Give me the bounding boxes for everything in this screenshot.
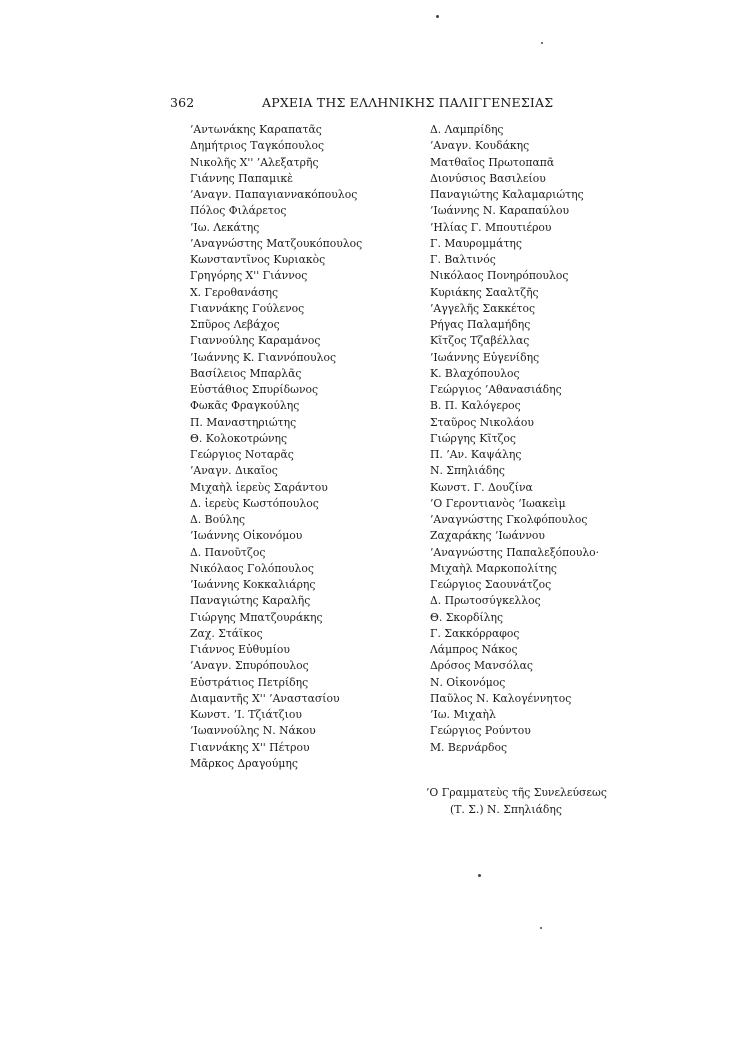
signatory-name: Π. ’Αν. Καψάλης [430,448,522,461]
signatory-name: Ν. Οἰκονόμος [430,675,506,689]
signatory-name: ’Αναγνώστης Παπαλεξόπουλο· [430,545,600,559]
scan-speck [478,874,481,877]
signatory-name: Δ. Βούλης [190,513,246,526]
signatory-name: Μ. Βερνάρδος [430,740,508,754]
signatory-name: Ματθαῖος Πρωτοπαπᾶ [430,155,555,169]
signatory-name: Θ. Κολοκοτρώνης [190,431,288,445]
signatory-name: Γιαννούλης Καραμάνος [190,334,321,348]
signatory-name: ’Αναγνώστης Γκολφόπουλος [430,513,588,526]
scan-speck [540,927,542,929]
signatory-name: ’Ιωάννης Ν. Καραπαύλου [430,204,570,218]
signatory-name: Γρηγόρης Χ'' Γιάννος [190,269,308,283]
signatory-name: Γιώργης Μπατζουράκης [190,610,323,624]
running-title: ΑΡΧΕΙΑ ΤΗΣ ΕΛΛΗΝΙΚΗΣ ΠΑΛΙΓΓΕΝΕΣΙΑΣ [262,95,554,110]
signatory-name: Δ. Πρωτοσύγκελλος [430,594,541,608]
signatory-name: ’Ιωάννης Κ. Γιαννόπουλος [190,350,336,364]
page-number: 362 [170,95,195,110]
signatory-name: ’Ιωάννης Εὐγενίδης [430,350,540,364]
signatory-name: ’Αναγν. Σπυρόπουλος [190,659,309,673]
secretary-signature [426,784,607,818]
signatory-name: ’Ιωάννης Κοκκαλιάρης [190,578,316,591]
signatory-name: Ρήγας Παλαμήδης [430,318,531,331]
signatory-name: Δημήτριος Ταγκόπουλος [190,139,325,153]
signatory-name: Κυριάκης Σααλτζῆς [430,285,539,299]
signatory-name: Γιώργης Κῖτζος [430,431,516,445]
signatory-name: Κωνστ. Γ. Δουζίνα [430,480,533,494]
signatory-name: ’Ιω. Μιχαὴλ [430,708,496,721]
signatory-name: Γιαννάκης Χ'' Πέτρου [190,740,310,754]
signatory-name: Γ. Βαλτινός [430,253,496,266]
signatory-name: Διονύσιος Βασιλείου [430,171,546,185]
signatory-name: Σπῦρος Λεβάχος [190,318,280,331]
signatory-name: Ζαχ. Στάϊκος [190,626,263,640]
signatory-name: Νικόλαος Γολόπουλος [190,561,314,575]
signatory-name: Παναγιώτης Καραλῆς [190,594,311,608]
signatory-name: Κωνσταντῖνος Κυριακὸς [190,253,326,266]
signatory-name: Γ. Μαυρομμάτης [430,236,522,250]
signatory-name: Παῦλος Ν. Καλογέννητος [430,691,572,705]
signatory-name: Ν. Σπηλιάδης [430,464,505,478]
signatory-name: Γιαννάκης Γούλενος [190,301,305,315]
signature-title: ’Ο Γραμματεὺς τῆς Συνελεύσεως [426,786,607,799]
signature-name: (Τ. Σ.) Ν. Σπηλιάδης [450,803,562,816]
signatory-name: Μιχαὴλ Μαρκοπολίτης [430,561,557,575]
signatory-name: Διαμαντῆς Χ'' ’Αναστασίου [190,691,340,705]
signatory-name: ’Αγγελῆς Σακκέτος [430,301,536,315]
signatory-name: Γεώργιος ’Αθανασιάδης [430,383,562,396]
signatory-name: ’Ιωαννούλης Ν. Νάκου [190,724,316,738]
signatories-left-column [190,122,362,772]
scan-speck [436,15,439,18]
signatory-name: Γιάννος Εὐθυμίου [190,643,290,656]
signatory-name: Νικόλαος Πονηρόπουλος [430,269,569,283]
signatory-name: Μιχαὴλ ἱερεὺς Σαράντου [190,480,328,494]
signatory-name: Θ. Σκορδίλης [430,610,504,624]
signatory-name: Μᾶρκος Δραγούμης [190,756,298,770]
signatory-name: ’Αναγν. Κουδάκης [430,139,530,153]
signatories-right-column [430,122,599,756]
signatory-name: Κ. Βλαχόπουλος [430,366,520,380]
signatory-name: ’Ο Γεροντιανὸς ’Ιωακεὶμ [430,496,566,510]
signatory-name: Χ. Γεροθανάσης [190,285,279,299]
signatory-name: Δ. Πανοῦτζος [190,545,266,559]
signatory-name: Ζαχαράκης ’Ιωάννου [430,529,545,543]
signatory-name: ’Αντωνάκης Καραπατᾶς [190,123,322,136]
signatory-name: ’Αναγνώστης Ματζουκόπουλος [190,236,363,250]
signatory-name: Παναγιώτης Καλαμαριώτης [430,188,584,201]
scan-speck [541,42,543,44]
signatory-name: Γεώργιος Ρούντου [430,724,531,738]
signatory-name: Βασίλειος Μπαρλᾶς [190,366,302,380]
signatory-name: Γ. Σακκόρραφος [430,626,520,640]
signatory-name: ’Αναγν. Παπαγιαννακόπουλος [190,188,358,201]
signatory-name: Δ. Λαμπρίδης [430,123,504,136]
signatory-name: Γιάννης Παπαμικὲ [190,171,293,185]
signatory-name: Δρόσος Μανσόλας [430,659,533,673]
signatory-name: Κῖτζος Τζαβέλλας [430,334,530,348]
signatory-name: Λάμπρος Νάκος [430,643,518,656]
signatory-name: Νικολῆς Χ'' ’Αλεξατρῆς [190,155,319,169]
signatory-name: ’Αναγν. Δικαῖος [190,464,278,478]
signatory-name: ’Ιω. Λεκάτης [190,220,260,234]
signatory-name: Π. Μαναστηριώτης [190,415,297,429]
signatory-name: Κωνστ. ’Ι. Τζιάτζιου [190,708,302,721]
signatory-name: Σταῦρος Νικολάου [430,415,534,429]
signatory-name: Β. Π. Καλόγερος [430,399,521,413]
signatory-name: Γεώργιος Σαουνάτζος [430,578,552,591]
signatory-name: Φωκᾶς Φραγκούλης [190,399,300,413]
signatory-name: Δ. ἱερεὺς Κωστόπουλος [190,496,319,510]
signatory-name: Γεώργιος Νοταρᾶς [190,448,294,461]
signatory-name: ’Ηλίας Γ. Μπουτιέρου [430,220,552,234]
signatory-name: Εὐστάθιος Σπυρίδωνος [190,383,319,396]
signatory-name: ’Ιωάννης Οἰκονόμου [190,529,303,543]
signatory-name: Εὐστράτιος Πετρίδης [190,675,309,689]
signatory-name: Πόλος Φιλάρετος [190,204,287,218]
